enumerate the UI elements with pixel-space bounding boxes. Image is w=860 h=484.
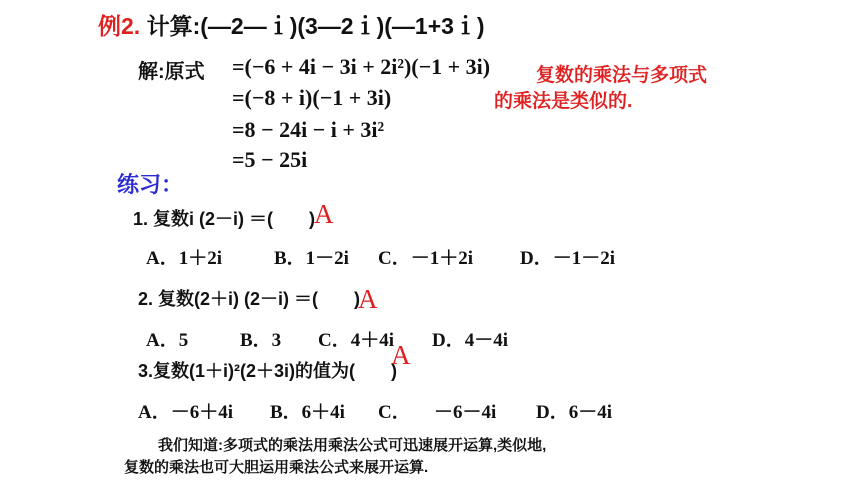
q2-option-d: D．4－4i (432, 330, 509, 351)
q2-option-a: A．5 (146, 330, 189, 351)
q3-option-a: A．－6＋4i (138, 402, 234, 423)
example-heading (98, 8, 485, 41)
solution-line-2: =(−8 + i)(−1 + 3i) (232, 85, 392, 110)
summary-line-2: 复数的乘法也可大胆运用乘法公式来展开运算. (124, 459, 429, 476)
q2-option-b: B．3 (240, 330, 282, 351)
answer-1: A (314, 199, 334, 229)
note-line-2: 的乘法是类似的. (494, 91, 633, 112)
summary-line-1: 我们知道:多项式的乘法用乘法公式可迅速展开运算,类似地, (158, 437, 547, 454)
q3-option-b: B．6＋4i (270, 402, 345, 423)
example-expression: (—2—ｉ)(3—2ｉ)(—1+3ｉ) (200, 13, 485, 39)
practice-heading: 练习： (117, 172, 184, 197)
q3-option-c: C． (378, 402, 411, 423)
solution-line-3: =8 − 24i − i + 3i² (232, 117, 385, 142)
example-prefix: 计算: (146, 13, 201, 39)
question-1: 1. 复数i (2－i) ＝( ) (133, 209, 316, 229)
q1-option-c: C．－1＋2i (378, 248, 474, 269)
answer-2: A (358, 284, 378, 314)
question-3: 3.复数(1＋i)²(2＋3i)的值为( ) (138, 361, 398, 381)
q3-option-d: D．6－4i (536, 402, 613, 423)
solution-label: 解:原式 (138, 61, 205, 83)
solution-line-4: =5 − 25i (232, 147, 308, 172)
note-line-1: 复数的乘法与多项式 (536, 65, 708, 86)
solution-line-1: =(−6 + 4i − 3i + 2i²)(−1 + 3i) (232, 54, 491, 79)
q1-option-b: B．1－2i (274, 248, 349, 269)
question-2: 2. 复数(2＋i) (2－i) ＝( ) (138, 289, 361, 309)
example-label: 例2. (98, 13, 141, 39)
q1-option-a: A．1＋2i (146, 248, 223, 269)
q2-option-c: C．4＋4i (318, 330, 395, 351)
q3-option-c-value: －6－4i (434, 402, 497, 423)
q1-option-d: D．－1－2i (520, 248, 616, 269)
answer-3: A (391, 340, 411, 370)
